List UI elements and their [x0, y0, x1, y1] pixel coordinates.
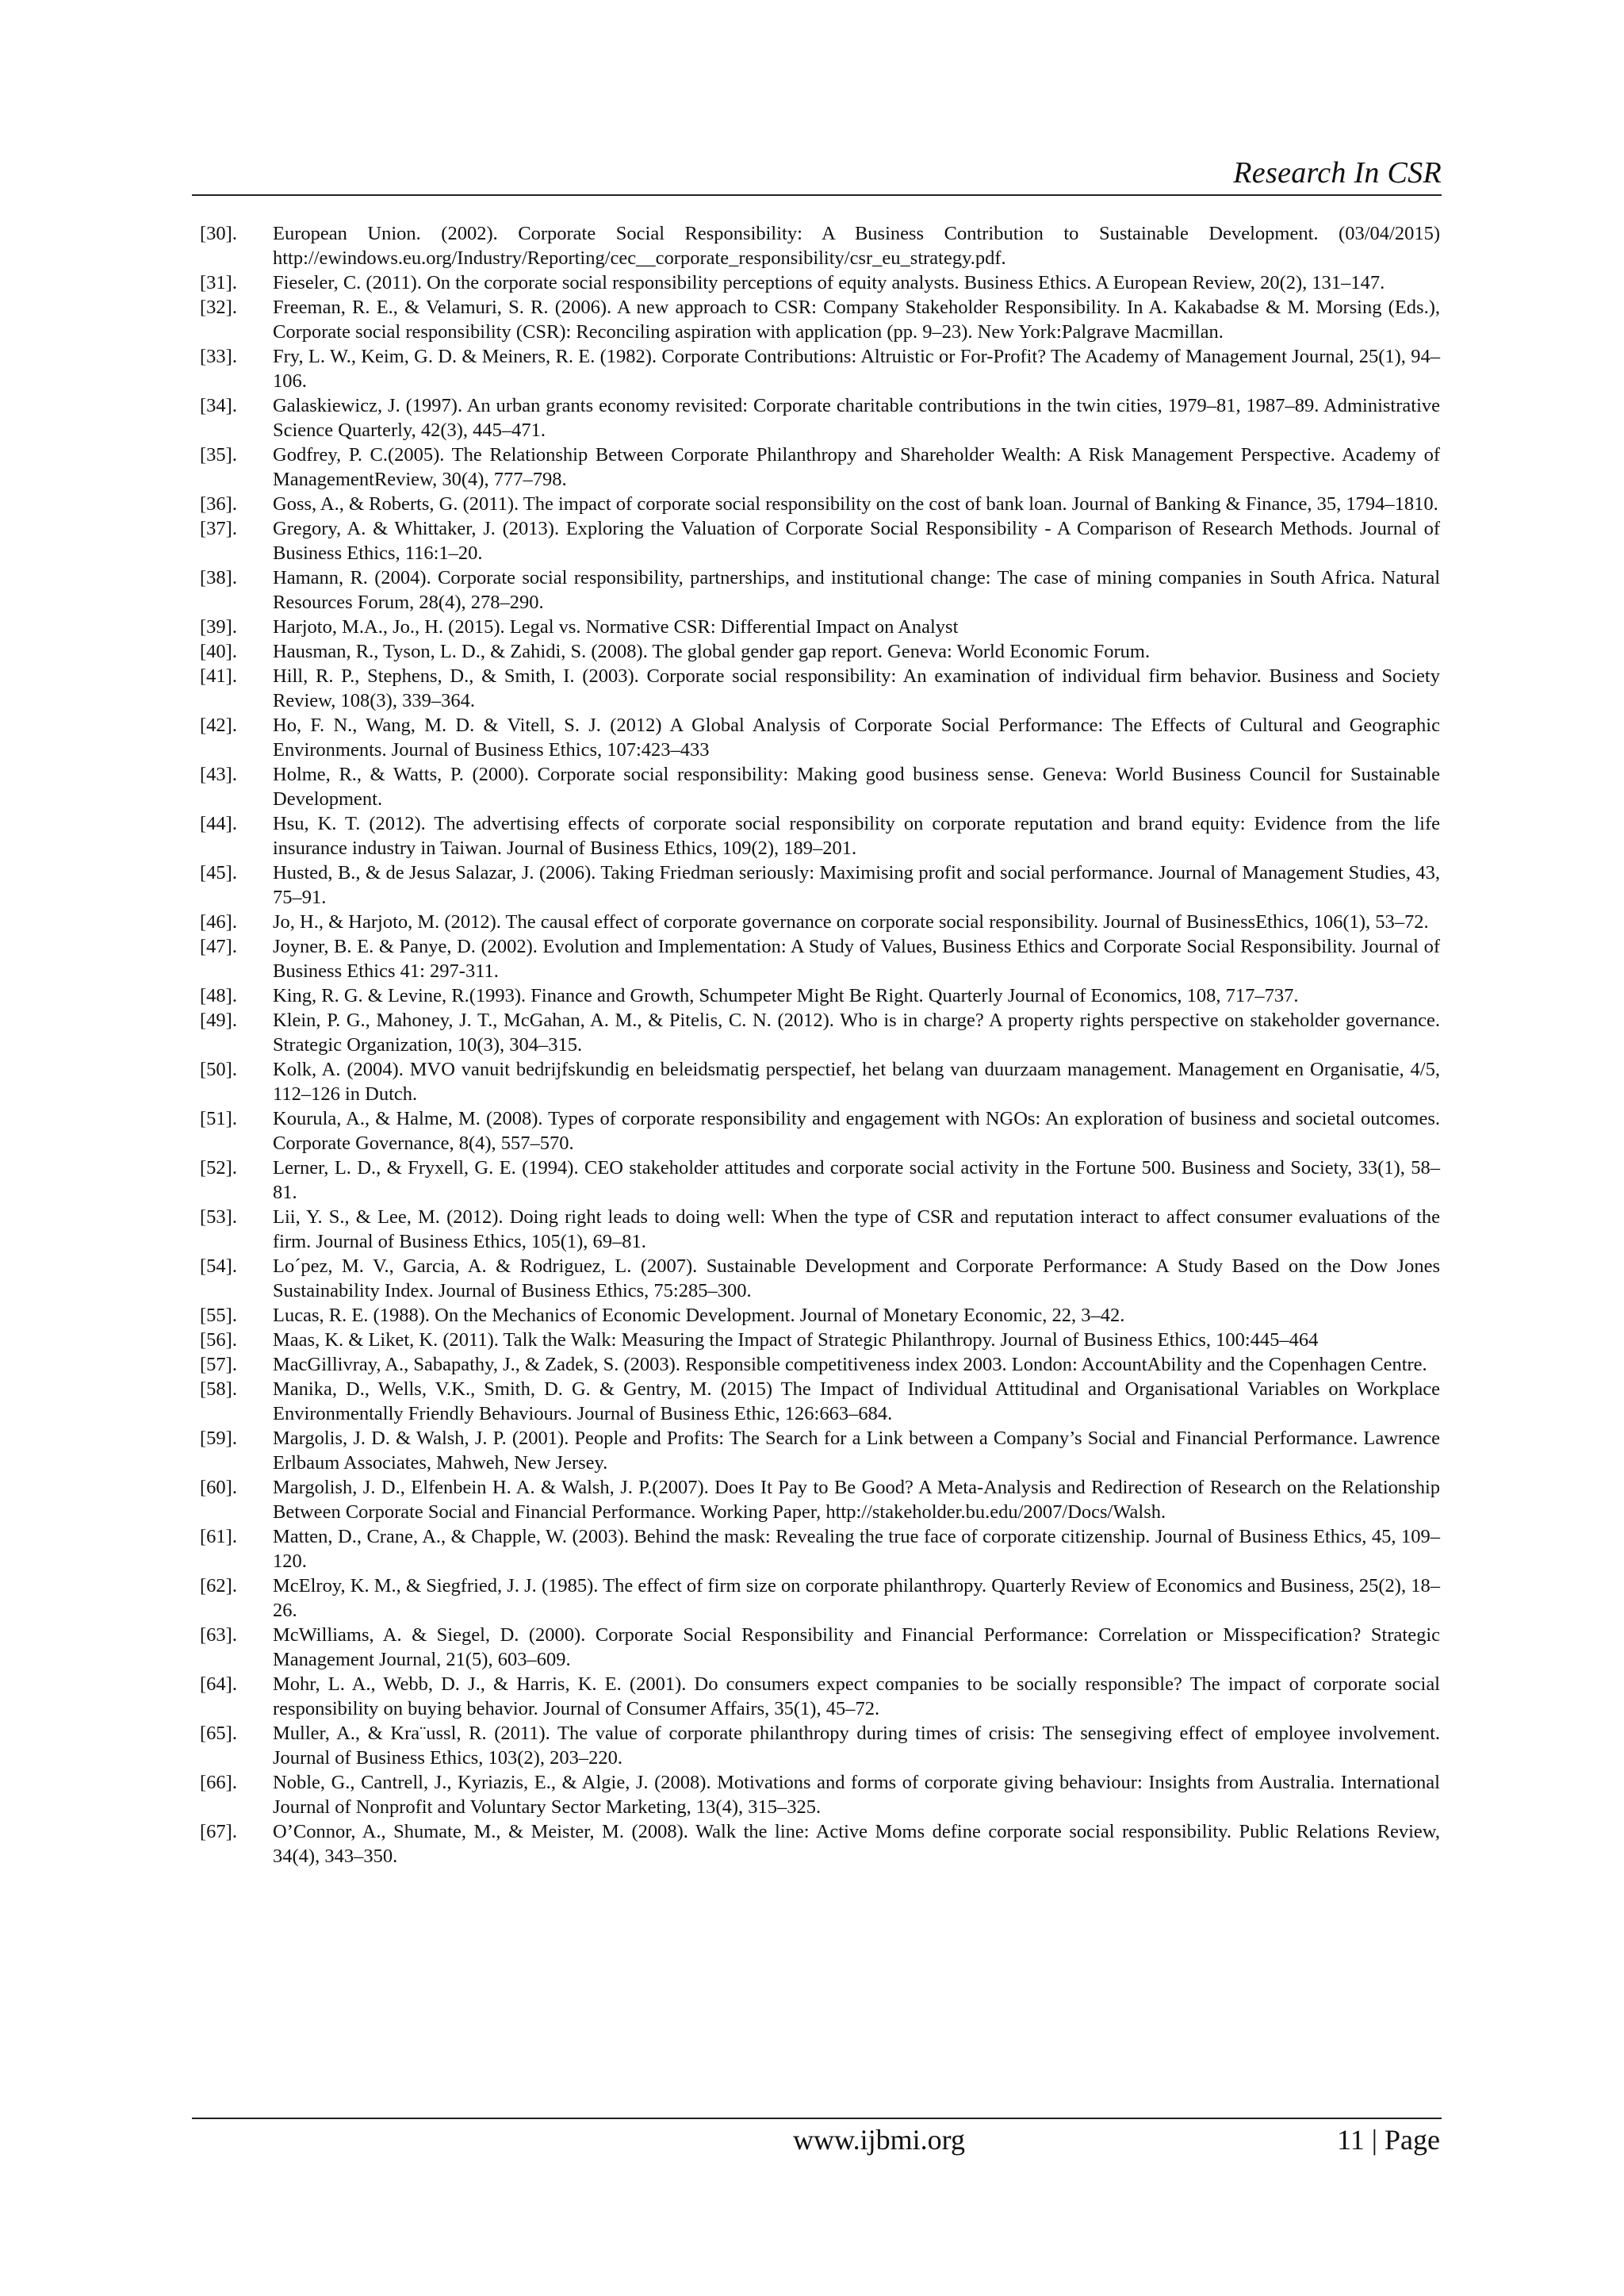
reference-text: Lii, Y. S., & Lee, M. (2012). Doing right leads to doing well: When the type of CSR and reputation interact to affect consumer evaluations of the firm. Journal of Business Ethics, 105(1), 69–81.: [273, 1206, 1440, 1252]
reference-text: Noble, G., Cantrell, J., Kyriazis, E., & Algie, J. (2008). Motivations and forms of corporate giving behaviour: Insights from Australia. International Journal of Nonprofit and Voluntary Sector Marketing, 13(4), 315–325.: [273, 1772, 1440, 1818]
reference-item: [200, 295, 1440, 344]
reference-item: [200, 393, 1440, 443]
reference-number: [66].: [200, 1772, 237, 1793]
reference-number: [48].: [200, 985, 237, 1006]
reference-number: [33].: [200, 346, 237, 367]
reference-text: Gregory, A. & Whittaker, J. (2013). Exploring the Valuation of Corporate Social Responsibility - A Comparison of Research Methods. Journal of Business Ethics, 116:1–20.: [273, 518, 1440, 564]
reference-text: Lucas, R. E. (1988). On the Mechanics of Economic Development. Journal of Monetary Economic, 22, 3–42.: [273, 1305, 1125, 1326]
reference-list: [200, 221, 1440, 1869]
reference-item: [200, 1475, 1440, 1524]
reference-text: Muller, A., & Kra¨ussl, R. (2011). The value of corporate philanthropy during times of crisis: The sensegiving effect of employee involvement. Journal of Business Ethics, 103(2), 203–220.: [273, 1723, 1440, 1769]
reference-number: [47].: [200, 936, 237, 957]
reference-text: Hsu, K. T. (2012). The advertising effects of corporate social responsibility on corporate reputation and brand equity: Evidence from the life insurance industry in Taiwan. Journal of Business Ethics, 109(2), 189–201.: [273, 813, 1440, 859]
reference-text: Manika, D., Wells, V.K., Smith, D. G. & Gentry, M. (2015) The Impact of Individual Attitudinal and Organisational Variables on Workplace Environmentally Friendly Behaviours. Journal of Business Ethic, 126:663–684.: [273, 1378, 1440, 1424]
reference-item: [200, 1573, 1440, 1623]
reference-text: Hill, R. P., Stephens, D., & Smith, I. (2003). Corporate social responsibility: An examination of individual firm behavior. Business and Society Review, 108(3), 339–364.: [273, 665, 1440, 711]
reference-number: [43].: [200, 764, 237, 785]
reference-text: Fry, L. W., Keim, G. D. & Meiners, R. E. (1982). Corporate Contributions: Altruistic or For-Profit? The Academy of Management Journal, 25(1), 94–106.: [273, 346, 1440, 392]
reference-item: [200, 762, 1440, 811]
reference-number: [30].: [200, 223, 237, 244]
reference-text: Galaskiewicz, J. (1997). An urban grants economy revisited: Corporate charitable contributions in the twin cities, 1979–81, 1987–89. Administrative Science Quarterly, 42(3), 445–471.: [273, 395, 1440, 441]
reference-item: [200, 565, 1440, 615]
reference-number: [51].: [200, 1108, 237, 1129]
reference-text: Holme, R., & Watts, P. (2000). Corporate social responsibility: Making good business sense. Geneva: World Business Council for Sustainable Development.: [273, 764, 1440, 810]
reference-text: Kourula, A., & Halme, M. (2008). Types of corporate responsibility and engagement with NGOs: An exploration of business and societal outcomes. Corporate Governance, 8(4), 557–570.: [273, 1108, 1440, 1154]
reference-number: [58].: [200, 1378, 237, 1400]
reference-text: European Union. (2002). Corporate Social Responsibility: A Business Contribution to Sustainable Development. (03/04/2015) http://ewindows.eu.org/Industry/Reporting/cec__corporate_responsibility/csr_eu_strategy.pdf.: [273, 223, 1440, 269]
reference-number: [62].: [200, 1575, 237, 1596]
reference-number: [60].: [200, 1477, 237, 1498]
reference-item: [200, 861, 1440, 910]
reference-item: [200, 1352, 1440, 1377]
reference-number: [53].: [200, 1206, 237, 1228]
reference-number: [61].: [200, 1526, 237, 1547]
reference-number: [67].: [200, 1821, 237, 1842]
reference-number: [40].: [200, 641, 237, 662]
reference-text: Lerner, L. D., & Fryxell, G. E. (1994). CEO stakeholder attitudes and corporate social activity in the Fortune 500. Business and Society, 33(1), 58–81.: [273, 1157, 1440, 1203]
reference-text: Freeman, R. E., & Velamuri, S. R. (2006). A new approach to CSR: Company Stakeholder Responsibility. In A. Kakabadse & M. Morsing (Eds.), Corporate social responsibility (CSR): Reconciling aspiration with application (pp. 9–23). New York:Palgrave Macmillan.: [273, 297, 1440, 343]
reference-number: [46].: [200, 911, 237, 933]
reference-item: [200, 1008, 1440, 1057]
reference-text: Harjoto, M.A., Jo., H. (2015). Legal vs. Normative CSR: Differential Impact on Analyst: [273, 616, 959, 638]
reference-number: [54].: [200, 1255, 237, 1277]
reference-number: [44].: [200, 813, 237, 834]
reference-item: [200, 1057, 1440, 1106]
reference-text: MacGillivray, A., Sabapathy, J., & Zadek, S. (2003). Responsible competitiveness index 2003. London: AccountAbility and the Copenhagen Centre.: [273, 1354, 1427, 1375]
reference-number: [57].: [200, 1354, 237, 1375]
reference-item: [200, 1205, 1440, 1254]
reference-item: [200, 1377, 1440, 1426]
reference-number: [65].: [200, 1723, 237, 1744]
reference-text: Hamann, R. (2004). Corporate social responsibility, partnerships, and institutional change: The case of mining companies in South Africa. Natural Resources Forum, 28(4), 278–290.: [273, 567, 1440, 613]
reference-item: [200, 516, 1440, 565]
page-number: 11 | Page: [1337, 2124, 1440, 2156]
reference-number: [50].: [200, 1059, 237, 1080]
reference-number: [41].: [200, 665, 237, 687]
reference-item: [200, 492, 1440, 516]
reference-text: Kolk, A. (2004). MVO vanuit bedrijfskundig en beleidsmatig perspectief, het belang van duurzaam management. Management en Organisatie, 4/5, 112–126 in Dutch.: [273, 1059, 1440, 1105]
reference-text: Lo´pez, M. V., Garcia, A. & Rodriguez, L. (2007). Sustainable Development and Corporate Performance: A Study Based on the Dow Jones Sustainability Index. Journal of Business Ethics, 75:285–300.: [273, 1255, 1440, 1301]
reference-number: [39].: [200, 616, 237, 638]
reference-text: Goss, A., & Roberts, G. (2011). The impact of corporate social responsibility on the cost of bank loan. Journal of Banking & Finance, 35, 1794–1810.: [273, 493, 1438, 515]
reference-number: [32].: [200, 297, 237, 318]
reference-item: [200, 1524, 1440, 1573]
reference-number: [64].: [200, 1673, 237, 1695]
footer-divider: [192, 2118, 1442, 2119]
reference-item: [200, 1106, 1440, 1156]
reference-text: Hausman, R., Tyson, L. D., & Zahidi, S. (2008). The global gender gap report. Geneva: World Economic Forum.: [273, 641, 1151, 662]
reference-item: [200, 1721, 1440, 1770]
reference-number: [56].: [200, 1329, 237, 1351]
reference-item: [200, 1328, 1440, 1352]
reference-item: [200, 1254, 1440, 1303]
reference-item: [200, 1623, 1440, 1672]
reference-number: [55].: [200, 1305, 237, 1326]
reference-text: Margolis, J. D. & Walsh, J. P. (2001). People and Profits: The Search for a Link between a Company’s Social and Financial Performance. Lawrence Erlbaum Associates, Mahweh, New Jersey.: [273, 1428, 1440, 1474]
reference-item: [200, 615, 1440, 639]
reference-text: Mohr, L. A., Webb, D. J., & Harris, K. E. (2001). Do consumers expect companies to be socially responsible? The impact of corporate social responsibility on buying behavior. Journal of Consumer Affairs, 35(1), 45–72.: [273, 1673, 1440, 1719]
reference-item: [200, 934, 1440, 983]
reference-text: Matten, D., Crane, A., & Chapple, W. (2003). Behind the mask: Revealing the true face of corporate citizenship. Journal of Business Ethics, 45, 109–120.: [273, 1526, 1440, 1572]
reference-number: [37].: [200, 518, 237, 539]
reference-text: Jo, H., & Harjoto, M. (2012). The causal effect of corporate governance on corporate social responsibility. Journal of BusinessEthics, 106(1), 53–72.: [273, 911, 1429, 933]
reference-item: [200, 1426, 1440, 1475]
reference-number: [34].: [200, 395, 237, 416]
reference-number: [35].: [200, 444, 237, 466]
reference-text: McElroy, K. M., & Siegfried, J. J. (1985). The effect of firm size on corporate philanthropy. Quarterly Review of Economics and Business, 25(2), 18–26.: [273, 1575, 1440, 1621]
reference-item: [200, 270, 1440, 295]
reference-text: Margolish, J. D., Elfenbein H. A. & Walsh, J. P.(2007). Does It Pay to Be Good? A Meta-Analysis and Redirection of Research on the Relationship Between Corporate Social and Financial Performance. Working Paper, http://stakeholder.bu.edu/2007/Docs/Walsh.: [273, 1477, 1440, 1523]
reference-item: [200, 713, 1440, 762]
reference-item: [200, 1819, 1440, 1869]
reference-item: [200, 664, 1440, 713]
footer-url: www.ijbmi.org: [793, 2124, 966, 2156]
reference-number: [42].: [200, 715, 237, 736]
reference-item: [200, 1672, 1440, 1721]
reference-item: [200, 1770, 1440, 1819]
reference-number: [63].: [200, 1624, 237, 1646]
running-header: Research In CSR: [1233, 156, 1442, 190]
reference-text: King, R. G. & Levine, R.(1993). Finance and Growth, Schumpeter Might Be Right. Quarterly Journal of Economics, 108, 717–737.: [273, 985, 1299, 1006]
reference-item: [200, 983, 1440, 1008]
reference-item: [200, 639, 1440, 664]
reference-number: [31].: [200, 272, 237, 293]
reference-text: Ho, F. N., Wang, M. D. & Vitell, S. J. (2012) A Global Analysis of Corporate Social Performance: The Effects of Cultural and Geographic Environments. Journal of Business Ethics, 107:423–433: [273, 715, 1440, 761]
reference-text: Godfrey, P. C.(2005). The Relationship Between Corporate Philanthropy and Shareholder Wealth: A Risk Management Perspective. Academy of ManagementReview, 30(4), 777–798.: [273, 444, 1440, 490]
reference-number: [52].: [200, 1157, 237, 1179]
reference-text: O’Connor, A., Shumate, M., & Meister, M. (2008). Walk the line: Active Moms define corporate social responsibility. Public Relations Review, 34(4), 343–350.: [273, 1821, 1440, 1867]
reference-number: [36].: [200, 493, 237, 515]
reference-text: Fieseler, C. (2011). On the corporate social responsibility perceptions of equity analysts. Business Ethics. A European Review, 20(2), 131–147.: [273, 272, 1385, 293]
reference-item: [200, 443, 1440, 492]
reference-item: [200, 344, 1440, 393]
reference-text: Husted, B., & de Jesus Salazar, J. (2006). Taking Friedman seriously: Maximising profit and social performance. Journal of Management Studies, 43, 75–91.: [273, 862, 1440, 908]
reference-text: Maas, K. & Liket, K. (2011). Talk the Walk: Measuring the Impact of Strategic Philanthropy. Journal of Business Ethics, 100:445–464: [273, 1329, 1319, 1351]
reference-number: [49].: [200, 1010, 237, 1031]
reference-item: [200, 1156, 1440, 1205]
reference-text: Joyner, B. E. & Panye, D. (2002). Evolution and Implementation: A Study of Values, Business Ethics and Corporate Social Responsibility. Journal of Business Ethics 41: 297-311.: [273, 936, 1440, 982]
reference-item: [200, 910, 1440, 934]
reference-item: [200, 1303, 1440, 1328]
header-divider: [192, 194, 1442, 196]
reference-text: Klein, P. G., Mahoney, J. T., McGahan, A. M., & Pitelis, C. N. (2012). Who is in charge? A property rights perspective on stakeholder governance. Strategic Organization, 10(3), 304–315.: [273, 1010, 1440, 1056]
reference-number: [45].: [200, 862, 237, 884]
reference-text: McWilliams, A. & Siegel, D. (2000). Corporate Social Responsibility and Financial Performance: Correlation or Misspecification? Strategic Management Journal, 21(5), 603–609.: [273, 1624, 1440, 1670]
reference-item: [200, 221, 1440, 270]
reference-item: [200, 811, 1440, 861]
reference-number: [59].: [200, 1428, 237, 1449]
reference-number: [38].: [200, 567, 237, 588]
